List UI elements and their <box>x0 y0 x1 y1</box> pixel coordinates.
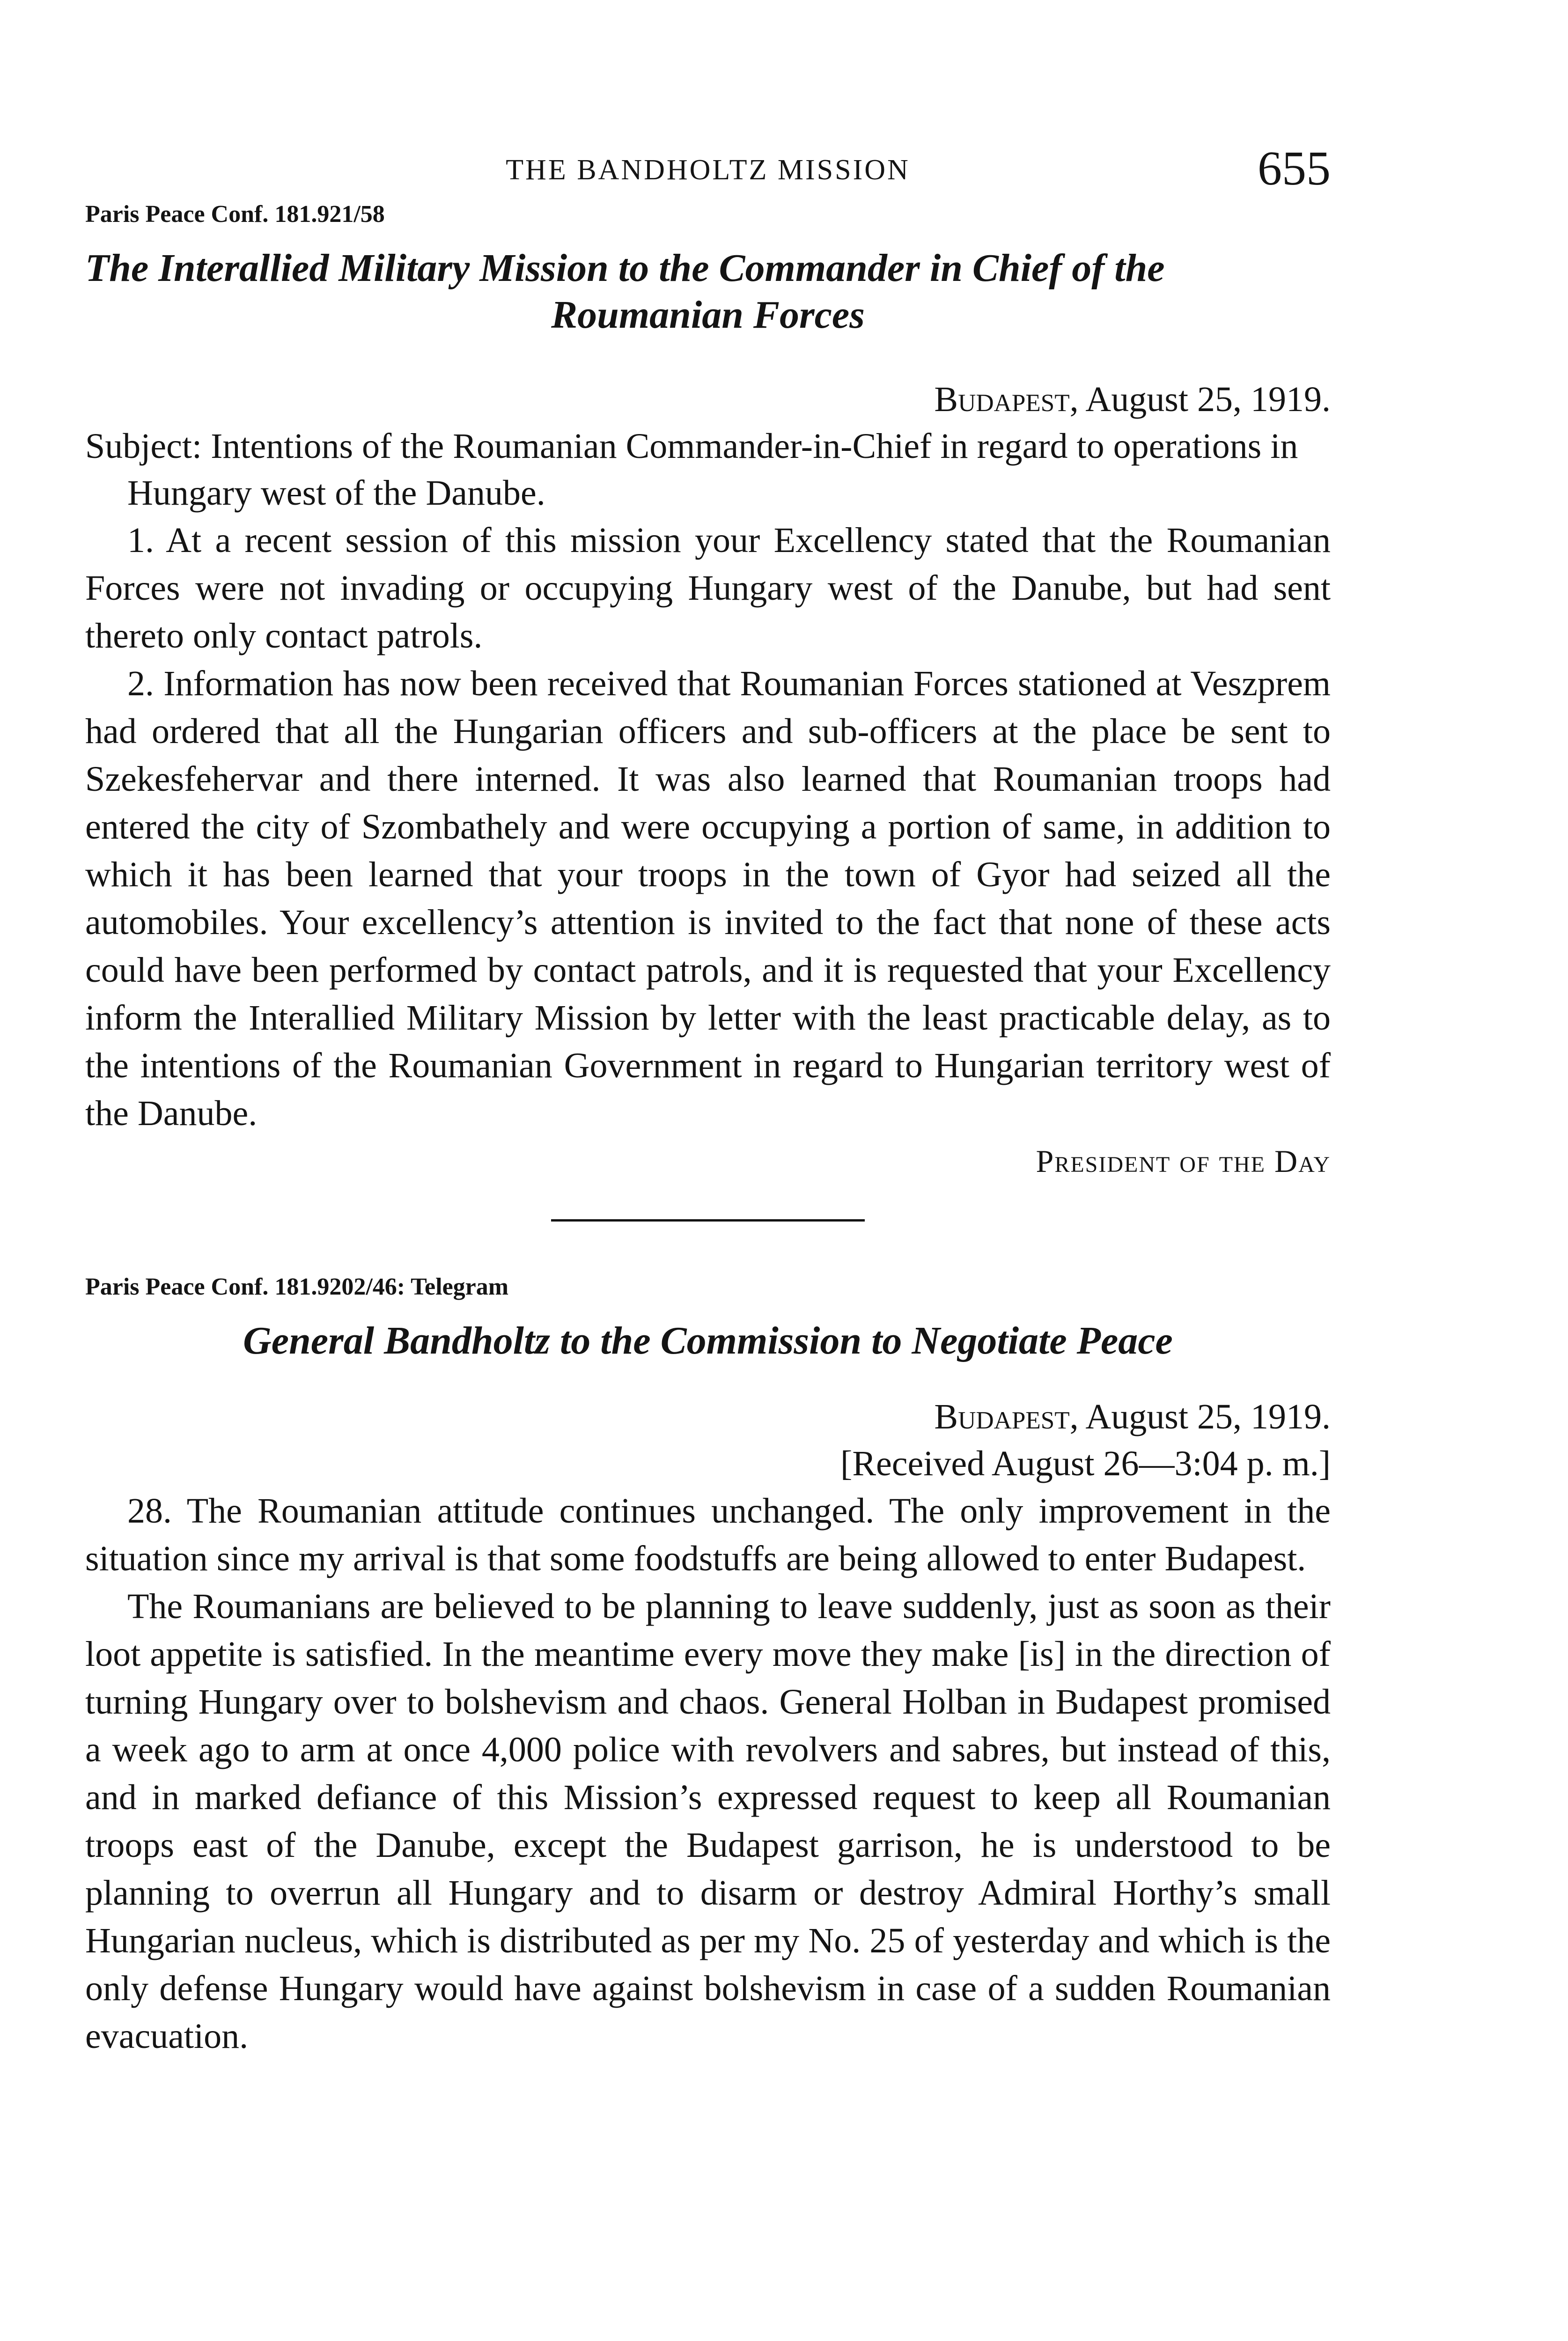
document-1 <box>85 200 1331 1180</box>
received-note: [Received August 26—3:04 p. m.] <box>840 1444 1331 1483</box>
heading-line: The Interallied Military Mission to the Commander in Chief of the <box>85 246 1165 290</box>
subject-line: Subject: Intentions of the Roumanian Commander-in-Chief in regard to operations in Hungary west of the Danube. <box>85 427 1298 513</box>
dateline-place: Budapest <box>934 380 1070 419</box>
section-divider <box>551 1219 865 1222</box>
document-2 <box>85 1273 1331 2060</box>
running-title: THE BANDHOLTZ MISSION <box>506 154 910 186</box>
dateline-date: , August 25, 1919. <box>1069 380 1331 419</box>
running-head <box>85 140 1331 195</box>
document-heading <box>85 245 1331 339</box>
paragraph: 1. At a recent session of this mission your Excellency stated that the Roumanian Forces were not invading or occupying Hungary west of the Danube, but had sent thereto only contact patrols. <box>85 521 1331 655</box>
heading-line: Roumanian Forces <box>551 293 865 337</box>
document-heading: General Bandholtz to the Commission to Negotiate Peace <box>243 1319 1173 1362</box>
dateline-date: , August 25, 1919. <box>1069 1397 1331 1436</box>
dateline-place: Budapest <box>934 1397 1070 1436</box>
page-number: 655 <box>1258 141 1331 195</box>
document-page <box>85 140 1331 2060</box>
document-reference: Paris Peace Conf. 181.921/58 <box>85 201 385 228</box>
paragraph: The Roumanians are believed to be planning to leave suddenly, just as soon as their loot appetite is satisfied. In the meantime every move they make [is] in the direction of turning Hungary over to bolshevism and chaos. General Holban in Budapest promised a week ago to arm at once 4,000 police with revolvers and sabres, but instead of this, and in marked defiance of this Mission’s expressed request to keep all Roumanian troops east of the Danube, except the Budapest garrison, he is understood to be planning to overrun all Hungary and to disarm or destroy Admiral Horthy’s small Hungarian nucleus, which is distributed as per my No. 25 of yesterday and which is the only defense Hungary would have against bolshevism in case of a sudden Roumanian evacuation. <box>85 1587 1331 2056</box>
paragraph: 2. Information has now been received that Roumanian Forces stationed at Veszprem had ordered that all the Hungarian officers and sub-officers at the place be sent to Szekesfehervar and there interned. It was also learned that Roumanian troops had entered the city of Szombathely and were occupying a portion of same, in addition to which it has been learned that your troops in the town of Gyor had seized all the automobiles. Your excellency’s attention is invited to the fact that none of these acts could have been performed by contact patrols, and it is requested that your Excellency inform the Interallied Military Mission by letter with the least practicable delay, as to the intentions of the Roumanian Government in regard to Hungarian territory west of the Danube. <box>85 664 1331 1133</box>
document-reference: Paris Peace Conf. 181.9202/46: Telegram <box>85 1274 509 1300</box>
dateline <box>85 376 1331 423</box>
signature: President of the Day <box>1036 1143 1331 1179</box>
dateline <box>85 1393 1331 1440</box>
paragraph: 28. The Roumanian attitude continues unchanged. The only improvement in the situation since my arrival is that some foodstuffs are being allowed to enter Budapest. <box>85 1491 1331 1578</box>
